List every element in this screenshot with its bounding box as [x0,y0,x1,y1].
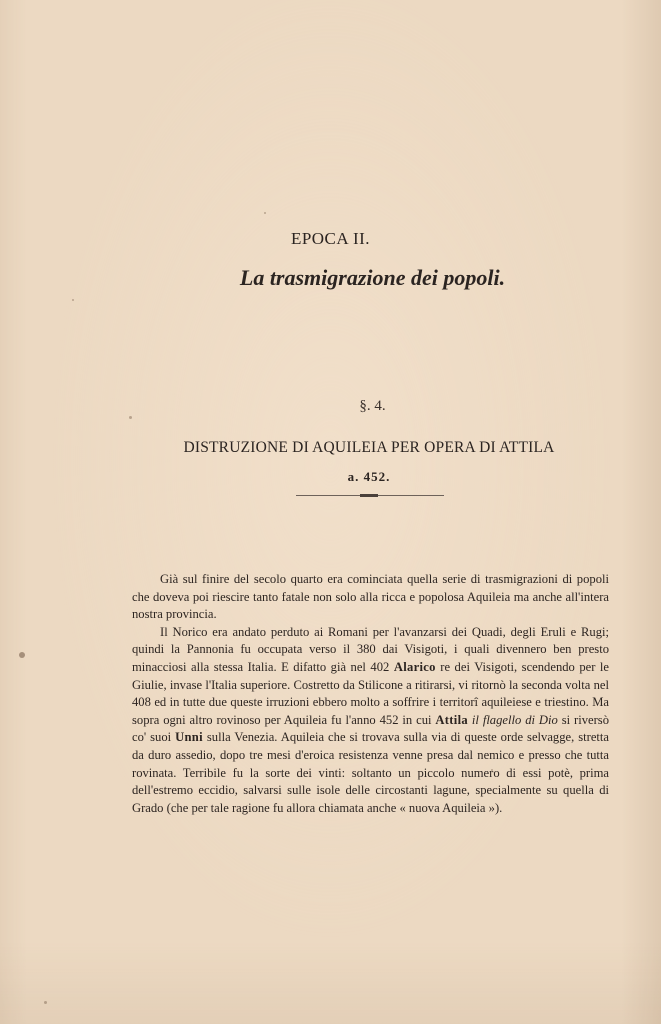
name-unni: Unni [175,730,203,745]
section-year: a. 452. [347,469,391,484]
section-number: §. 4. [359,398,386,414]
body-text [132,571,609,817]
paper-speck [264,212,266,214]
decorative-rule [296,495,444,496]
paper-speck [44,1001,47,1004]
paper-speck [72,299,74,301]
paragraph-2-text: re dei Visigoti, scendendo per le Giulie, invase l'Italia superiore. Costretto da Stilicone a ritirarsi, vi ritornò la seconda volta nel 408 ed in tutte due queste irruzioni ebbero molto a soffrire i territorî aquileiese e triestino. Ma sopra ogni altro rovinoso per Aquileia fu l'anno 452 in cui [132,659,609,727]
paper-speck [19,652,25,658]
name-attila: Attila [435,712,468,727]
section-title: DISTRUZIONE DI AQUILEIA PER OPERA DI ATTILA [183,439,555,456]
epoch-title: La trasmigrazione dei popoli. [239,265,506,290]
paper-speck [129,416,132,419]
paragraph-1: Già sul finire del secolo quarto era cominciata quella serie di trasmigrazioni di popoli che doveva poi riescire tanto fatale non solo alla ricca e popolosa Aquileia ma anche all'intera nostra provincia. [132,572,609,622]
epoch-heading: EPOCA II. [290,229,371,248]
epithet-flagello: il flagello di Dio [471,712,558,727]
paragraph-2-text: sulla Venezia. Aquileia che si trovava sulla via di queste orde selvagge, stretta da duro assedio, dopo tre mesi d'eroica resistenza venne presa dal nemico e presso che tutta rovinata. Terribile fu la sorte dei vinti: soltanto un piccolo numero di essi potè, prima dell'estremo eccidio, salvarsi sulle isole delle circostanti lagune, specialmente su quella di Grado (che per tale ragione fu allora chiamata anche « nuova Aquileia »). [132,730,609,815]
paragraph-2 [132,624,609,818]
paragraph-2-text: Il Norico era andato perduto ai Romani per l'avanzarsi dei Quadi, degli Eruli e Rugi; quindi la Pannonia fu occupata verso il 380 dai Visigoti, i quali divennero ben presto minacciosi alla stessa Italia. E difatto già nel 402 [132,624,609,674]
name-alarico: Alarico [393,659,436,674]
paragraph-2-text: si riversò co' suoi [132,712,610,745]
